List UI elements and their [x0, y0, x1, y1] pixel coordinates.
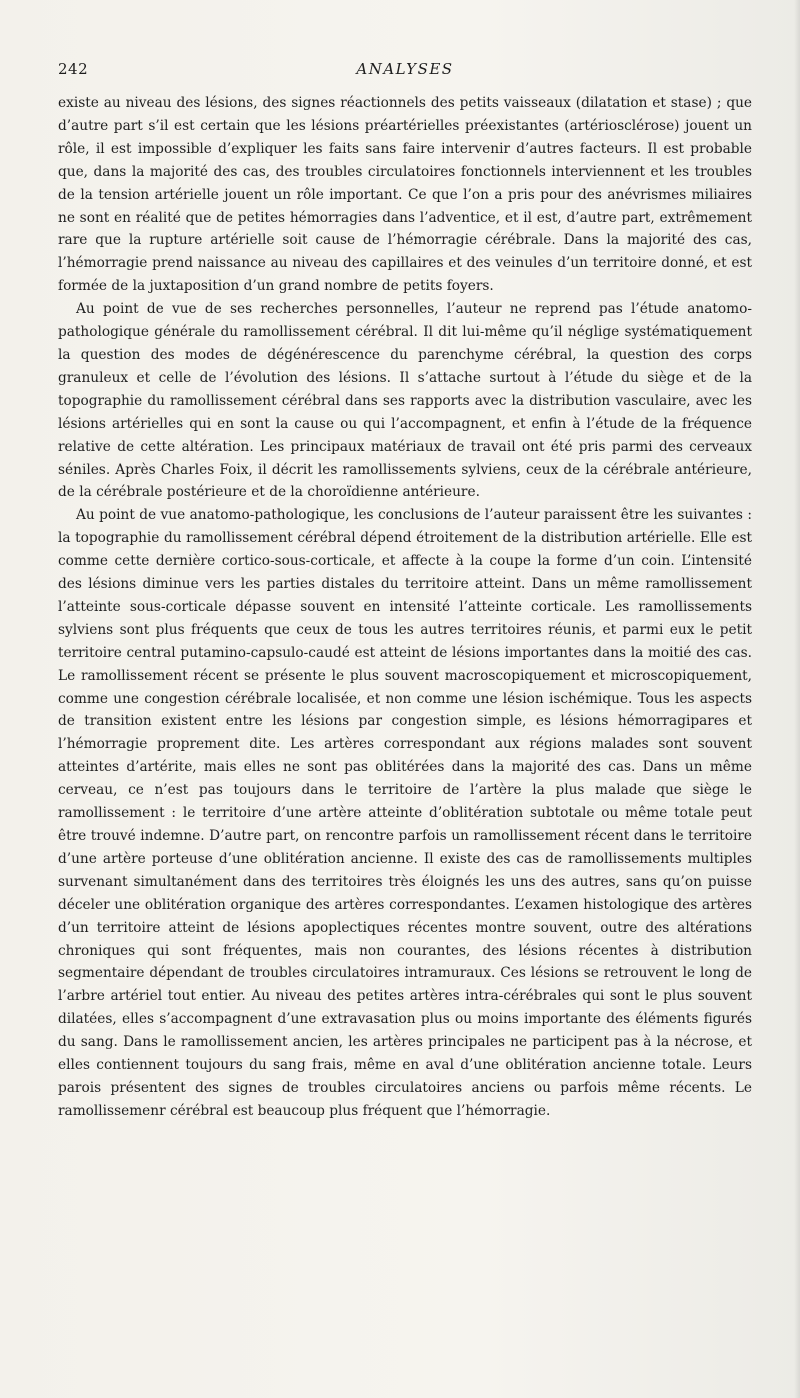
paragraph-conclusions: Au point de vue anatomo-pathologique, les conclusions de l’auteur paraissent être les suivantes : la topographie du ramollissement cérébral dépend étroitement de la distribution artérielle. Elle est comme cette dernière cortico-sous-corticale, et affecte à la coupe la forme d’un coin. L’intensité des lésions diminue vers les parties distales du territoire atteint. Dans un même ramollissement l’atteinte sous-corticale dépasse souvent en intensité l’atteinte corticale. Les ramollissements sylviens sont plus fréquents que ceux de tous les autres territoires réunis, et parmi eux le petit territoire central putamino-capsulo-caudé est atteint de lésions importantes dans la moitié des cas. Le ramollissement récent se présente le plus souvent macroscopiquement et microscopiquement, comme une congestion cérébrale localisée, et non comme une lésion ischémique. Tous les aspects de transition existent entre les lésions par congestion simple, es lésions hémorragipares et l’hémorragie proprement dite. Les artères correspondant aux régions malades sont souvent atteintes d’artérite, mais elles ne sont pas oblitérées dans la majorité des cas. Dans un même cerveau, ce n’est pas toujours dans le territoire de l’artère la plus malade que siège le ramollissement : le territoire d’une artère atteinte d’oblitération subtotale ou même totale peut être trouvé indemne. D’autre part, on rencontre parfois un ramollissement récent dans le territoire d’une artère porteuse d’une oblitération ancienne. Il existe des cas de ramollissements multiples survenant simultanément dans des territoires très éloignés les uns des autres, sans qu’on puisse déceler une oblitération organique des artères correspondantes. L’examen histologique des artères d’un territoire atteint de lésions apoplectiques récentes montre souvent, outre des altérations chroniques qui sont fréquentes, mais non courantes, des lésions récentes à distribution segmentaire dépendant de troubles circulatoires intramuraux. Ces lésions se retrouvent le long de l’arbre artériel tout entier. Au niveau des petites artères intra-cérébrales qui sont le plus souvent dilatées, elles s’accompagnent d’une extravasation plus ou moins importante des éléments figurés du sang. Dans le ramollissement ancien, les artères principales ne participent pas à la nécrose, et elles contiennent toujours du sang frais, même en aval d’une oblitération ancienne totale. Leurs parois présentent des signes de troubles circulatoires anciens ou parfois même récents. Le ramollissemenr cérébral est beaucoup plus fréquent que l’hémorragie. — [58, 507, 752, 1119]
body-text — [58, 92, 752, 1123]
page-number: 242 — [58, 60, 89, 78]
running-title: ANALYSES — [356, 60, 454, 78]
paragraph-continued: existe au niveau des lésions, des signes réactionnels des petits vaisseaux (dilatation et stase) ; que d’autre part s’il est certain que les lésions préartérielles préexistantes (artériosclérose) jouent un rôle, il est impossible d’expliquer les faits sans faire intervenir d’autres facteurs. Il est probable que, dans la majorité des cas, des troubles circulatoires fonctionnels interviennent et les troubles de la tension artérielle jouent un rôle important. Ce que l’on a pris pour des anévrismes miliaires ne sont en réalité que de petites hémorragies dans l’adventice, et il est, d’autre part, extrêmement rare que la rupture artérielle soit cause de l’hémorragie cérébrale. Dans la majorité des cas, l’hémorragie prend naissance au niveau des capillaires et des veinules d’un territoire donné, et est formée de la juxtaposition d’un grand nombre de petits foyers. — [58, 95, 752, 295]
page-header — [58, 60, 752, 82]
page-edge-shadow — [794, 0, 800, 1398]
paragraph-personal-research: Au point de vue de ses recherches personnelles, l’auteur ne reprend pas l’étude anatomo-pathologique générale du ramollissement cérébral. Il dit lui-même qu’il néglige systématiquement la question des modes de dégénérescence du parenchyme cérébral, la question des corps granuleux et celle de l’évolution des lésions. Il s’attache surtout à l’étude du siège et de la topographie du ramollissement cérébral dans ses rapports avec la distribution vasculaire, avec les lésions artérielles qui en sont la cause ou qui l’accompagnent, et enfin à l’étude de la fréquence relative de cette altération. Les principaux matériaux de travail ont été pris parmi des cerveaux séniles. Après Charles Foix, il décrit les ramollissements sylviens, ceux de la cérébrale antérieure, de la cérébrale postérieure et de la choroïdienne antérieure. — [58, 301, 752, 501]
